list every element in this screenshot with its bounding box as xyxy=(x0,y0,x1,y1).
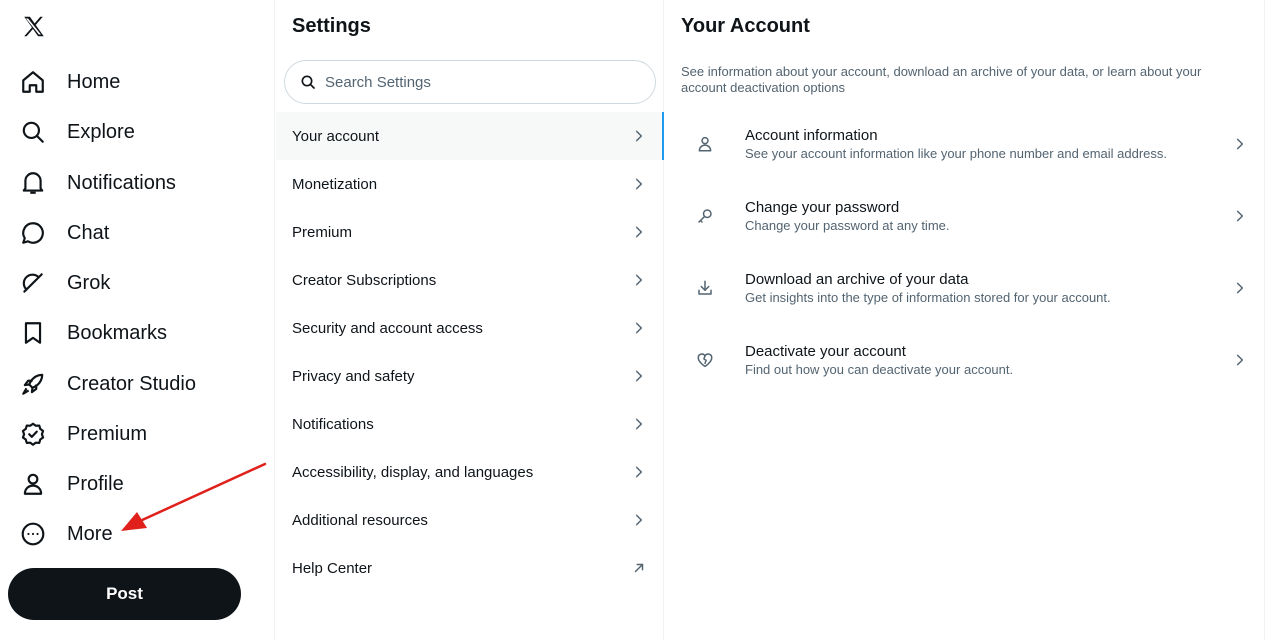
post-button[interactable]: Post xyxy=(8,568,241,620)
settings-item-your-account[interactable] xyxy=(276,112,664,160)
settings-item-label: Notifications xyxy=(292,415,374,433)
account-item-subtitle: Find out how you can deactivate your account. xyxy=(745,361,1014,377)
account-item-download-archive[interactable] xyxy=(665,252,1265,324)
key-icon xyxy=(681,192,729,240)
settings-item-accessibility[interactable] xyxy=(276,448,664,496)
chevron-right-icon xyxy=(1231,207,1249,225)
chevron-right-icon xyxy=(1231,351,1249,369)
nav-label: Premium xyxy=(67,423,148,445)
account-description: See information about your account, download an archive of your data, or learn about your account deactivation options xyxy=(681,64,1202,95)
home-icon xyxy=(20,69,46,95)
rocket-icon xyxy=(20,371,46,397)
nav-item-more[interactable] xyxy=(8,509,113,559)
nav-label: Explore xyxy=(67,121,135,143)
nav-label: Grok xyxy=(67,272,111,294)
account-item-title: Account information xyxy=(745,126,878,144)
settings-item-label: Monetization xyxy=(292,175,378,193)
nav-label: Chat xyxy=(67,222,110,244)
left-nav xyxy=(0,0,275,640)
x-logo-icon[interactable] xyxy=(19,12,49,42)
chevron-right-icon xyxy=(630,223,648,241)
account-item-change-password[interactable] xyxy=(665,180,1265,252)
account-item-subtitle: Get insights into the type of information stored for your account. xyxy=(745,289,1111,305)
account-item-deactivate[interactable] xyxy=(665,324,1265,396)
account-item-title: Download an archive of your data xyxy=(745,270,969,288)
settings-item-label: Creator Subscriptions xyxy=(292,271,437,289)
chevron-right-icon xyxy=(630,415,648,433)
external-link-icon xyxy=(630,559,648,577)
settings-search[interactable] xyxy=(284,60,656,104)
nav-item-premium[interactable] xyxy=(8,409,147,459)
more-circle-icon xyxy=(20,521,46,547)
download-icon xyxy=(681,264,729,312)
settings-item-monetization[interactable] xyxy=(276,160,664,208)
search-icon xyxy=(20,119,46,145)
account-item-title: Deactivate your account xyxy=(745,342,906,360)
bookmark-icon xyxy=(20,320,46,346)
settings-item-privacy[interactable] xyxy=(276,352,664,400)
settings-item-notifications[interactable] xyxy=(276,400,664,448)
settings-column xyxy=(276,0,664,640)
account-item-subtitle: See your account information like your phone number and email address. xyxy=(745,145,1168,161)
settings-item-security[interactable] xyxy=(276,304,664,352)
account-title: Your Account xyxy=(681,15,810,37)
nav-item-explore[interactable] xyxy=(8,107,135,157)
grok-icon xyxy=(20,270,46,296)
settings-item-help-center[interactable] xyxy=(276,544,664,592)
chevron-right-icon xyxy=(630,511,648,529)
search-input[interactable] xyxy=(325,74,645,91)
nav-item-grok[interactable] xyxy=(8,258,110,308)
nav-item-creator-studio[interactable] xyxy=(8,359,196,409)
settings-item-label: Help Center xyxy=(292,559,373,577)
settings-item-creator-subscriptions[interactable] xyxy=(276,256,664,304)
chevron-right-icon xyxy=(630,271,648,289)
nav-label: Notifications xyxy=(67,172,176,194)
nav-label: Profile xyxy=(67,473,124,495)
account-detail-column xyxy=(665,0,1265,640)
nav-label: Bookmarks xyxy=(67,322,168,344)
broken-heart-icon xyxy=(681,336,729,384)
person-outline-icon xyxy=(681,120,729,168)
nav-item-profile[interactable] xyxy=(8,459,124,509)
chevron-right-icon xyxy=(1231,279,1249,297)
chevron-right-icon xyxy=(630,127,648,145)
chevron-right-icon xyxy=(1231,135,1249,153)
nav-label: More xyxy=(67,523,113,545)
settings-item-label: Security and account access xyxy=(292,319,483,337)
chevron-right-icon xyxy=(630,463,648,481)
nav-item-chat[interactable] xyxy=(8,208,109,258)
settings-item-label: Premium xyxy=(292,223,353,241)
nav-item-home[interactable] xyxy=(8,57,120,107)
account-item-subtitle: Change your password at any time. xyxy=(745,217,950,233)
nav-item-notifications[interactable] xyxy=(8,158,176,208)
nav-label: Home xyxy=(67,71,121,93)
search-icon xyxy=(299,73,317,91)
settings-item-label: Your account xyxy=(292,127,380,145)
bell-icon xyxy=(20,170,46,196)
verified-badge-icon xyxy=(20,421,46,447)
settings-item-label: Additional resources xyxy=(292,511,428,529)
settings-item-premium[interactable] xyxy=(276,208,664,256)
nav-label: Creator Studio xyxy=(67,373,196,395)
account-item-title: Change your password xyxy=(745,198,900,216)
chat-bubble-icon xyxy=(20,220,46,246)
account-item-information[interactable] xyxy=(665,108,1265,180)
settings-item-label: Accessibility, display, and languages xyxy=(292,463,534,481)
chevron-right-icon xyxy=(630,319,648,337)
chevron-right-icon xyxy=(630,175,648,193)
person-icon xyxy=(20,471,46,497)
nav-item-bookmarks[interactable] xyxy=(8,308,167,358)
settings-title: Settings xyxy=(292,15,371,37)
settings-item-label: Privacy and safety xyxy=(292,367,415,385)
settings-item-additional-resources[interactable] xyxy=(276,496,664,544)
chevron-right-icon xyxy=(630,367,648,385)
